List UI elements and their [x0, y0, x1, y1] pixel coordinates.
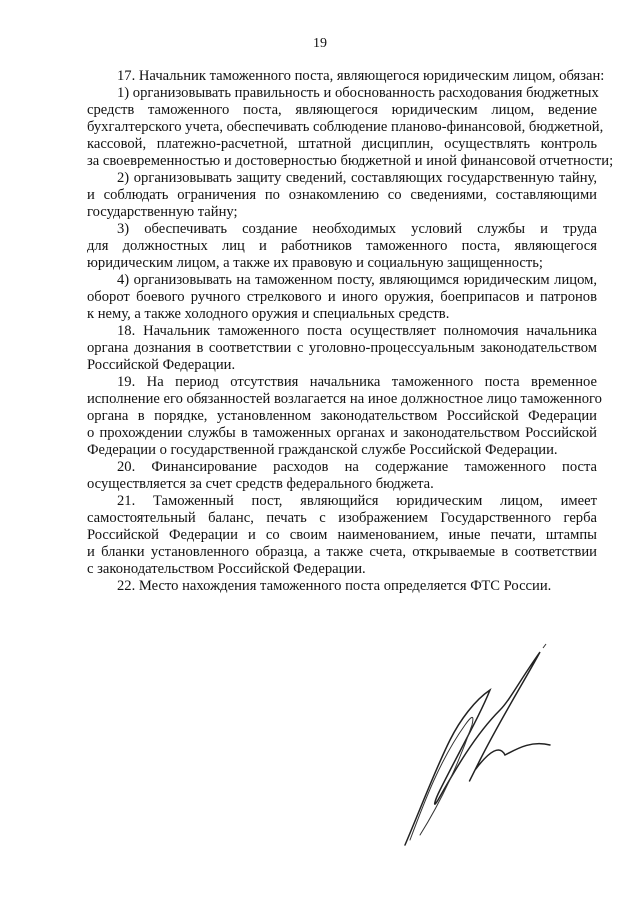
- text-line: государственную тайну;: [87, 204, 238, 220]
- text-line: о прохождении службы в таможенных органах и законодательством Российской: [87, 425, 597, 441]
- text-line: 17. Начальник таможенного поста, являющегося юридическим лицом, обязан:: [117, 68, 605, 84]
- paragraph: [87, 459, 597, 493]
- paragraph: [87, 170, 597, 221]
- paragraph: [87, 68, 605, 85]
- text-line: 18. Начальник таможенного поста осуществляет полномочия начальника: [117, 323, 597, 339]
- paragraph: [87, 85, 614, 170]
- text-line: 1) организовывать правильность и обоснованность расходования бюджетных: [117, 85, 599, 101]
- text-line: 19. На период отсутствия начальника таможенного поста временное: [117, 374, 597, 390]
- paragraph: [87, 493, 597, 578]
- text-line: кассовой, платежно-расчетной, штатной дисциплин, осуществлять контроль: [87, 136, 597, 152]
- text-line: за своевременностью и достоверностью бюджетной и иной финансовой отчетности;: [87, 153, 614, 169]
- paragraph: [87, 221, 597, 272]
- text-line: и соблюдать ограничения по ознакомлению со сведениями, составляющими: [87, 187, 597, 203]
- text-line: юридическим лицом, а также их правовую и социальную защищенность;: [87, 255, 543, 271]
- page-number: 19: [313, 36, 327, 51]
- text-line: бухгалтерского учета, обеспечивать соблюдение планово-финансовой, бюджетной,: [87, 119, 604, 135]
- text-line: и бланки установленного образца, а также счета, открываемые в соответствии: [87, 544, 597, 560]
- text-line: Российской Федерации.: [87, 357, 236, 373]
- text-line: с законодательством Российской Федерации.: [87, 561, 366, 577]
- text-line: 4) организовывать на таможенном посту, являющимся юридическим лицом,: [117, 272, 597, 288]
- handwritten-signature: [380, 640, 560, 855]
- text-line: к нему, а также холодного оружия и специальных средств.: [87, 306, 450, 322]
- text-line: оборот боевого ручного стрелкового и иного оружия, боеприпасов и патронов: [87, 289, 597, 305]
- text-line: 20. Финансирование расходов на содержание таможенного поста: [117, 459, 597, 475]
- paragraph: [87, 578, 597, 595]
- text-line: самостоятельный баланс, печать с изображением Государственного герба: [87, 510, 597, 526]
- text-line: 3) обеспечивать создание необходимых условий службы и труда: [117, 221, 597, 237]
- text-line: осуществляется за счет средств федерального бюджета.: [87, 476, 434, 492]
- text-line: для должностных лиц и работников таможенного поста, являющегося: [87, 238, 597, 254]
- document-body: [87, 68, 614, 595]
- text-line: органа дознания в соответствии с уголовно-процессуальным законодательством: [87, 340, 597, 356]
- text-line: Российской Федерации и со своим наименованием, иные печати, штампы: [87, 527, 597, 543]
- paragraph: [87, 374, 602, 459]
- text-line: 22. Место нахождения таможенного поста определяется ФТС России.: [117, 578, 552, 594]
- paragraph: [87, 272, 597, 323]
- text-line: исполнение его обязанностей возлагается на иное должностное лицо таможенного: [87, 391, 602, 407]
- text-line: Федерации о государственной гражданской службе Российской Федерации.: [87, 442, 558, 458]
- text-line: 2) организовывать защиту сведений, составляющих государственную тайну,: [117, 170, 597, 186]
- text-line: средств таможенного поста, являющегося юридическим лицом, ведение: [87, 102, 597, 118]
- text-line: 21. Таможенный пост, являющийся юридическим лицом, имеет: [117, 493, 597, 509]
- paragraph: [87, 323, 597, 374]
- text-line: органа в порядке, установленном законодательством Российской Федерации: [87, 408, 597, 424]
